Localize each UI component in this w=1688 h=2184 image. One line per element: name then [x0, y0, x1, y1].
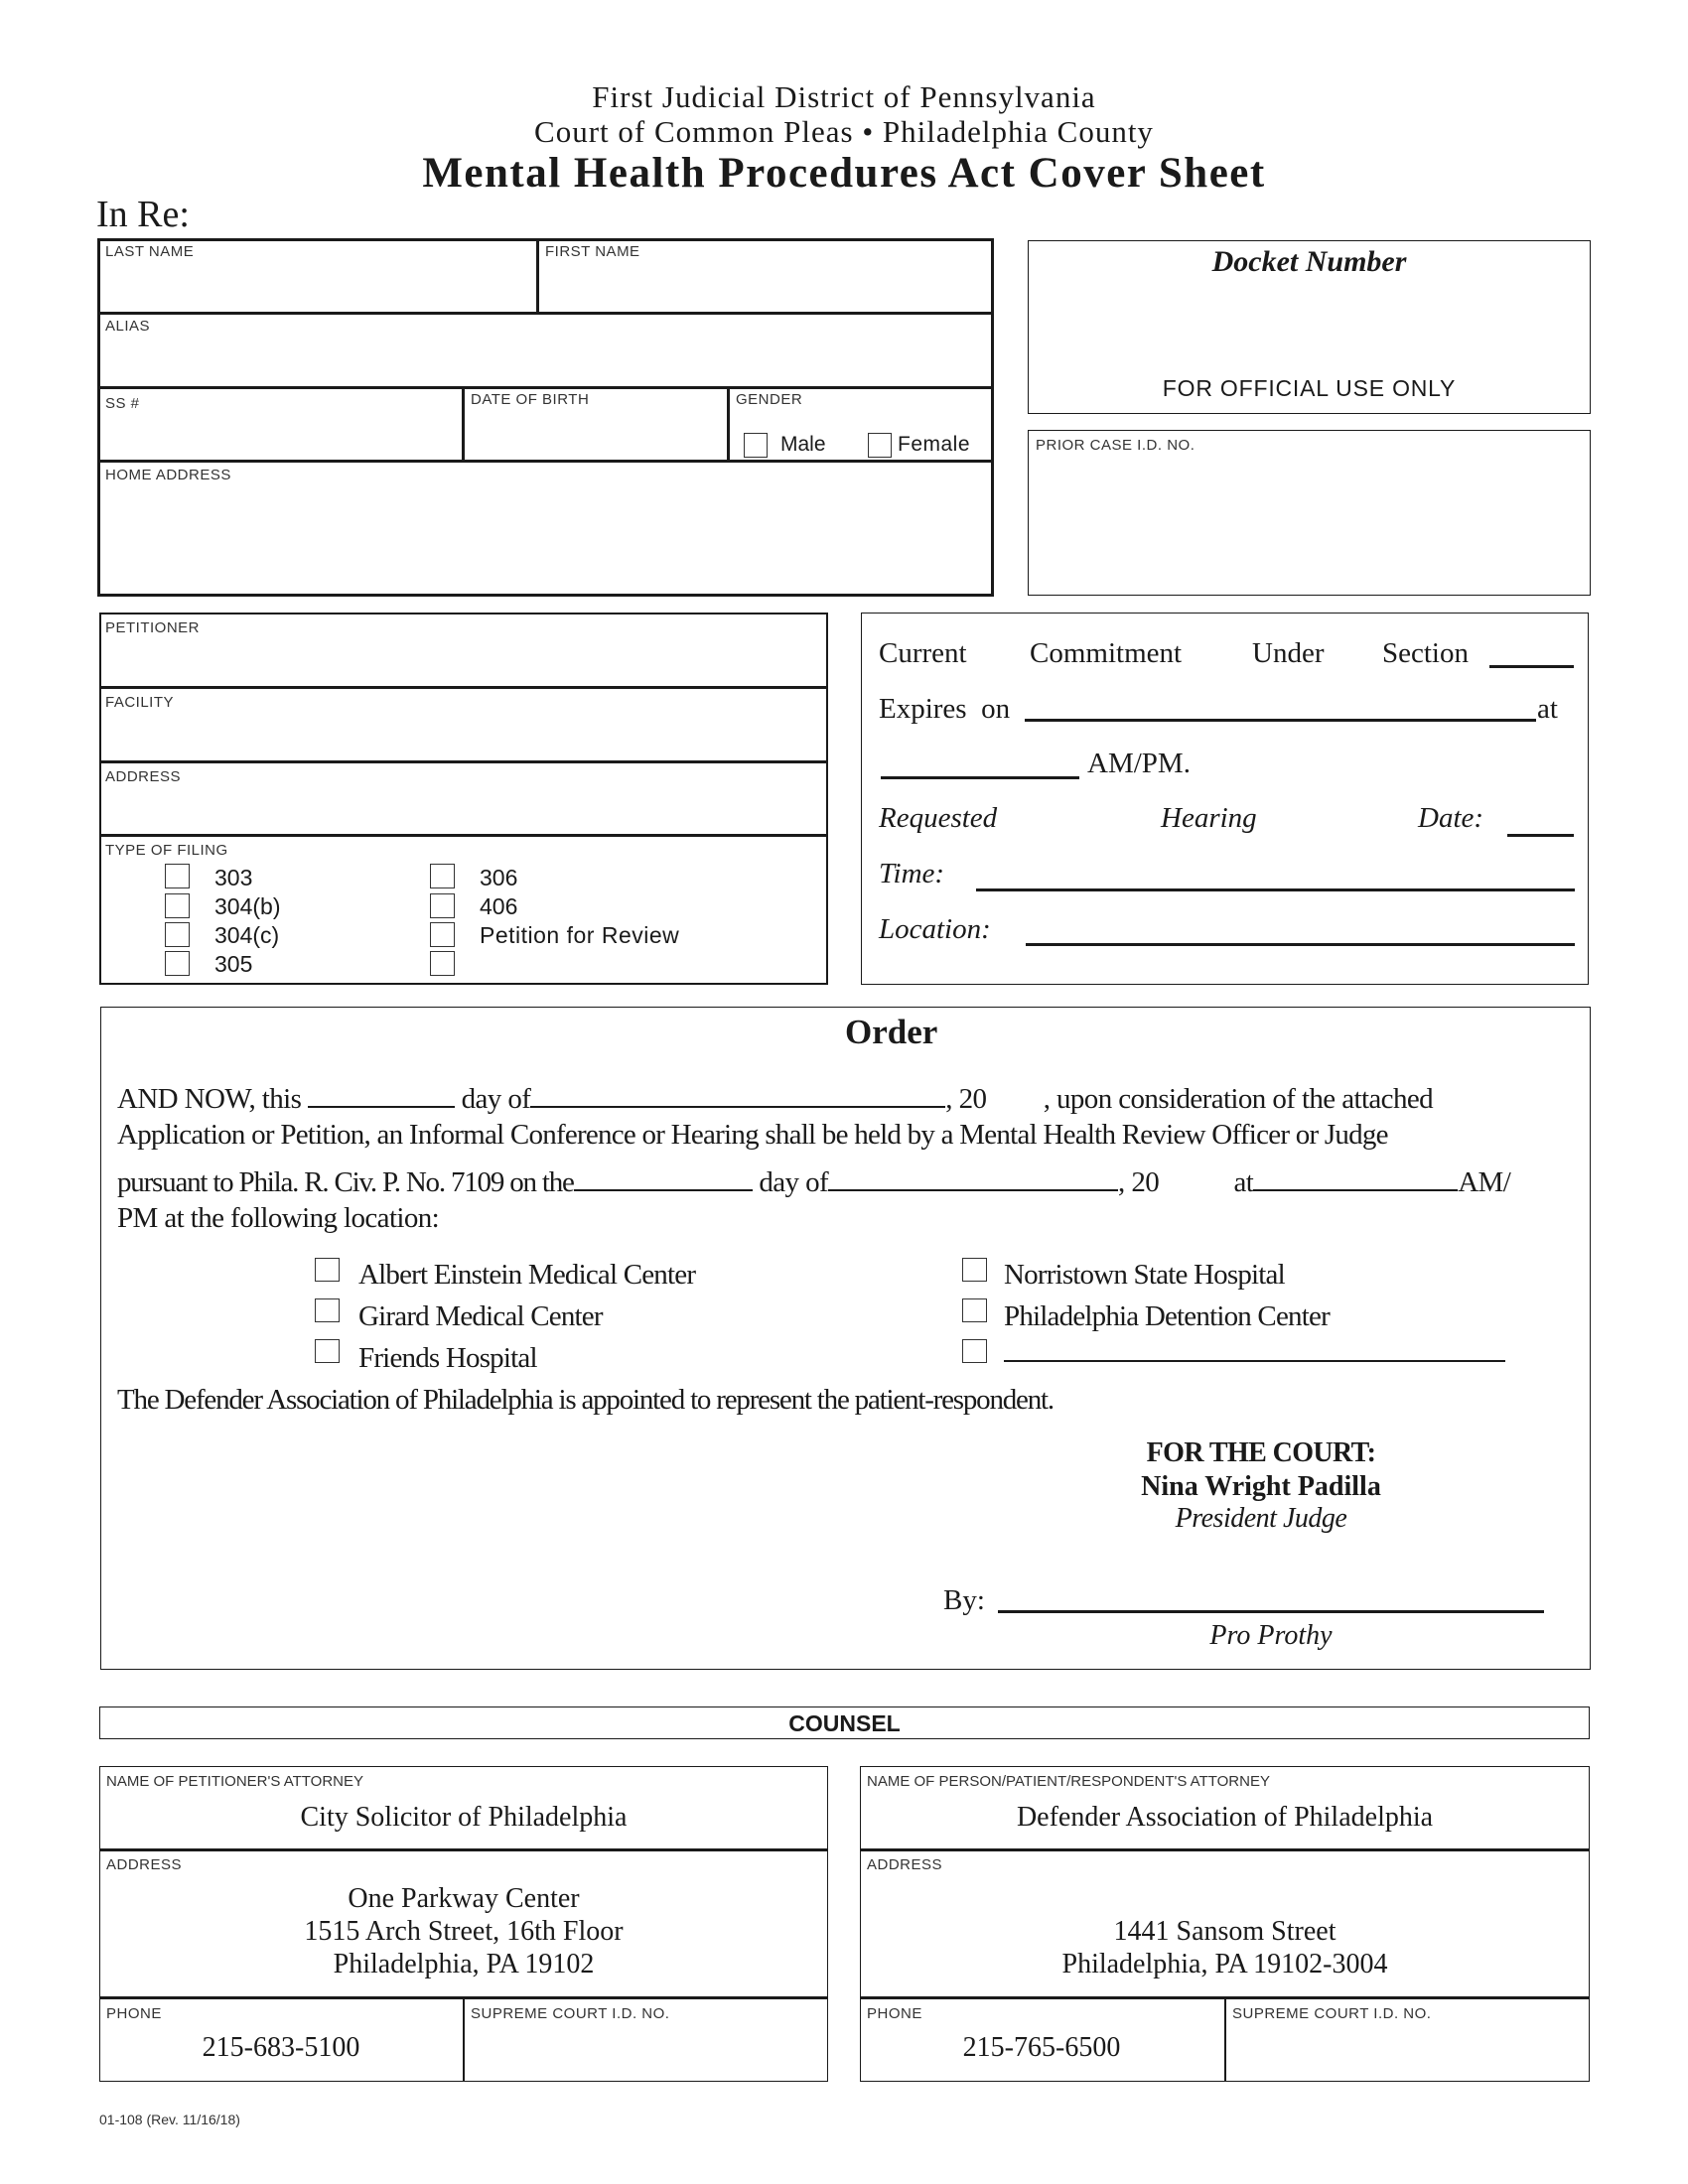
commitment-word: Current	[879, 637, 967, 669]
respondent-attorney-name[interactable]: Defender Association of Philadelphia	[1016, 1802, 1434, 1833]
location-other-checkbox[interactable]	[962, 1339, 987, 1363]
first-name-field[interactable]	[543, 264, 988, 308]
order-text: AND NOW, this	[117, 1083, 302, 1115]
dob-field[interactable]	[469, 411, 722, 457]
ampm-label: AM/PM.	[1087, 748, 1191, 779]
location-friends-label: Friends Hospital	[358, 1342, 537, 1374]
divider	[1224, 1996, 1226, 2082]
filing-306-checkbox[interactable]	[430, 864, 455, 888]
hearing-time-field[interactable]	[976, 880, 1575, 891]
petitioner-label: PETITIONER	[105, 619, 201, 636]
facility-label: FACILITY	[105, 694, 175, 711]
filing-406-label: 406	[480, 893, 518, 919]
respondent-supreme-court-id-field[interactable]	[1228, 2025, 1586, 2077]
expires-on-label: Expires on	[879, 693, 1011, 725]
order-text: AM/	[1458, 1166, 1511, 1198]
location-girard-label: Girard Medical Center	[358, 1300, 603, 1332]
filing-petition-for-review-checkbox[interactable]	[430, 922, 455, 947]
petitioner-attorney-phone[interactable]: 215-683-5100	[202, 2032, 360, 2063]
dob-label: DATE OF BIRTH	[471, 391, 590, 408]
hearing-month-field[interactable]	[828, 1160, 1118, 1191]
home-address-label: HOME ADDRESS	[105, 467, 231, 483]
petitioner-supreme-court-id-label: SUPREME COURT I.D. NO.	[471, 2005, 670, 2022]
hearing-location-field[interactable]	[1026, 934, 1575, 946]
type-of-filing-label: TYPE OF FILING	[105, 842, 228, 859]
divider	[463, 1996, 465, 2082]
petitioner-attorney-name-label: NAME OF PETITIONER'S ATTORNEY	[106, 1773, 364, 1790]
petitioner-attorney-address-label: ADDRESS	[106, 1856, 183, 1873]
petitioner-attorney-address-line: 1515 Arch Street, 16th Floor	[304, 1916, 624, 1947]
home-address-field[interactable]	[103, 488, 987, 588]
respondent-attorney-phone-label: PHONE	[867, 2005, 922, 2022]
filing-305-checkbox[interactable]	[165, 951, 190, 976]
gender-female-label: Female	[898, 433, 971, 456]
address-label: ADDRESS	[105, 768, 182, 785]
order-line-1	[117, 1077, 1433, 1116]
divider	[99, 1848, 828, 1851]
petitioner-attorney-address-line: One Parkway Center	[348, 1883, 580, 1914]
order-text: pursuant to Phila. R. Civ. P. No. 7109 on the	[117, 1166, 574, 1198]
location-label: Location:	[879, 913, 991, 945]
order-line-3	[117, 1160, 1510, 1199]
facility-field[interactable]	[103, 715, 823, 756]
filing-306-label: 306	[480, 865, 518, 890]
alias-label: ALIAS	[105, 318, 151, 335]
judge-title: President Judge	[1175, 1503, 1347, 1534]
commitment-word: Section	[1382, 637, 1469, 669]
divider	[536, 238, 539, 313]
last-name-field[interactable]	[103, 264, 530, 308]
petitioner-attorney-address-line: Philadelphia, PA 19102	[333, 1949, 595, 1979]
gender-female-checkbox[interactable]	[868, 433, 892, 458]
petitioner-attorney-name[interactable]: City Solicitor of Philadelphia	[300, 1802, 628, 1833]
ss-label: SS #	[105, 395, 140, 412]
hearing-word: Hearing	[1161, 802, 1257, 834]
signature-field[interactable]	[998, 1600, 1544, 1613]
judge-name: Nina Wright Padilla	[1141, 1471, 1381, 1502]
for-the-court-label: FOR THE COURT:	[1146, 1437, 1376, 1468]
location-friends-checkbox[interactable]	[315, 1339, 340, 1363]
order-text: day of	[759, 1166, 829, 1198]
respondent-attorney-address-line: Philadelphia, PA 19102-3004	[1061, 1949, 1388, 1979]
location-norristown-checkbox[interactable]	[962, 1258, 987, 1282]
order-text: , 20	[945, 1083, 987, 1115]
order-month-field[interactable]	[530, 1077, 945, 1108]
alias-field[interactable]	[103, 339, 987, 382]
filing-406-checkbox[interactable]	[430, 893, 455, 918]
section-field[interactable]	[1489, 655, 1574, 668]
location-einstein-label: Albert Einstein Medical Center	[358, 1259, 696, 1291]
divider	[97, 386, 994, 389]
location-einstein-checkbox[interactable]	[315, 1258, 340, 1282]
order-text: , 20	[1118, 1166, 1160, 1198]
filing-304c-checkbox[interactable]	[165, 922, 190, 947]
location-other-field[interactable]	[1004, 1350, 1505, 1362]
divider	[99, 686, 828, 689]
counsel-heading: COUNSEL	[788, 1710, 901, 1736]
divider	[97, 312, 994, 315]
order-line-2: Application or Petition, an Informal Conference or Hearing shall be held by a Mental Health Review Officer or Judge	[117, 1119, 1388, 1151]
respondent-supreme-court-id-label: SUPREME COURT I.D. NO.	[1232, 2005, 1432, 2022]
prior-case-box[interactable]	[1028, 430, 1591, 596]
filing-petition-for-review-label: Petition for Review	[480, 922, 680, 948]
expires-date-field[interactable]	[1025, 710, 1536, 722]
gender-male-checkbox[interactable]	[744, 433, 768, 458]
divider	[99, 834, 828, 837]
location-detention-label: Philadelphia Detention Center	[1004, 1300, 1330, 1332]
respondent-attorney-address-label: ADDRESS	[867, 1856, 943, 1873]
expires-time-field[interactable]	[881, 766, 1079, 779]
respondent-attorney-phone[interactable]: 215-765-6500	[962, 2032, 1121, 2063]
court-district: First Judicial District of Pennsylvania	[592, 79, 1096, 114]
gender-label: GENDER	[736, 391, 803, 408]
requested-word: Requested	[879, 802, 998, 834]
location-girard-checkbox[interactable]	[315, 1298, 340, 1322]
official-use-label: FOR OFFICIAL USE ONLY	[1162, 375, 1457, 401]
at-label: at	[1537, 693, 1558, 725]
commitment-word: Commitment	[1030, 637, 1183, 669]
gender-male-label: Male	[780, 433, 826, 456]
filing-305-label: 305	[214, 951, 253, 977]
hearing-date-field[interactable]	[1507, 824, 1574, 837]
petitioner-supreme-court-id-field[interactable]	[467, 2025, 824, 2077]
filing-304b-label: 304(b)	[214, 893, 281, 919]
page-title: Mental Health Procedures Act Cover Sheet	[422, 150, 1266, 197]
filing-other-checkbox[interactable]	[430, 951, 455, 976]
hearing-time-order-field[interactable]	[1253, 1160, 1458, 1191]
divider	[97, 460, 994, 463]
divider	[99, 760, 828, 763]
form-number: 01-108 (Rev. 11/16/18)	[99, 2112, 240, 2127]
divider	[727, 386, 730, 461]
prior-case-label: PRIOR CASE I.D. NO.	[1036, 437, 1196, 454]
filing-304c-label: 304(c)	[214, 922, 280, 948]
in-re-label: In Re:	[96, 194, 190, 235]
order-text: at	[1233, 1166, 1254, 1198]
first-name-label: FIRST NAME	[545, 243, 640, 260]
divider	[462, 386, 465, 461]
order-line-4: PM at the following location:	[117, 1202, 440, 1234]
divider	[860, 1848, 1590, 1851]
respondent-attorney-address-line: 1441 Sansom Street	[1113, 1916, 1336, 1947]
docket-number-title: Docket Number	[1211, 245, 1407, 278]
defender-appointment-text: The Defender Association of Philadelphia is appointed to represent the patient-respondent.	[117, 1384, 1054, 1416]
date-word: Date:	[1418, 802, 1484, 834]
order-text: , upon consideration of the attached	[1043, 1083, 1434, 1115]
address-field[interactable]	[103, 789, 823, 831]
filing-303-checkbox[interactable]	[165, 864, 190, 888]
filing-303-label: 303	[214, 865, 253, 890]
ss-field[interactable]	[103, 415, 456, 457]
pro-prothy-label: Pro Prothy	[1209, 1620, 1333, 1651]
petitioner-attorney-phone-label: PHONE	[106, 2005, 162, 2022]
filing-304b-checkbox[interactable]	[165, 893, 190, 918]
by-label: By:	[943, 1584, 985, 1616]
time-label: Time:	[879, 858, 945, 889]
order-day-field[interactable]	[308, 1077, 455, 1108]
court-name: Court of Common Pleas • Philadelphia County	[534, 114, 1154, 149]
order-title: Order	[845, 1013, 938, 1051]
order-text: day of	[461, 1083, 531, 1115]
commitment-word: Under	[1252, 637, 1325, 669]
location-detention-checkbox[interactable]	[962, 1298, 987, 1322]
last-name-label: LAST NAME	[105, 243, 195, 260]
petitioner-field[interactable]	[103, 640, 823, 682]
location-norristown-label: Norristown State Hospital	[1004, 1259, 1285, 1291]
respondent-attorney-name-label: NAME OF PERSON/PATIENT/RESPONDENT'S ATTORNEY	[867, 1773, 1270, 1790]
hearing-day-field[interactable]	[574, 1160, 753, 1191]
